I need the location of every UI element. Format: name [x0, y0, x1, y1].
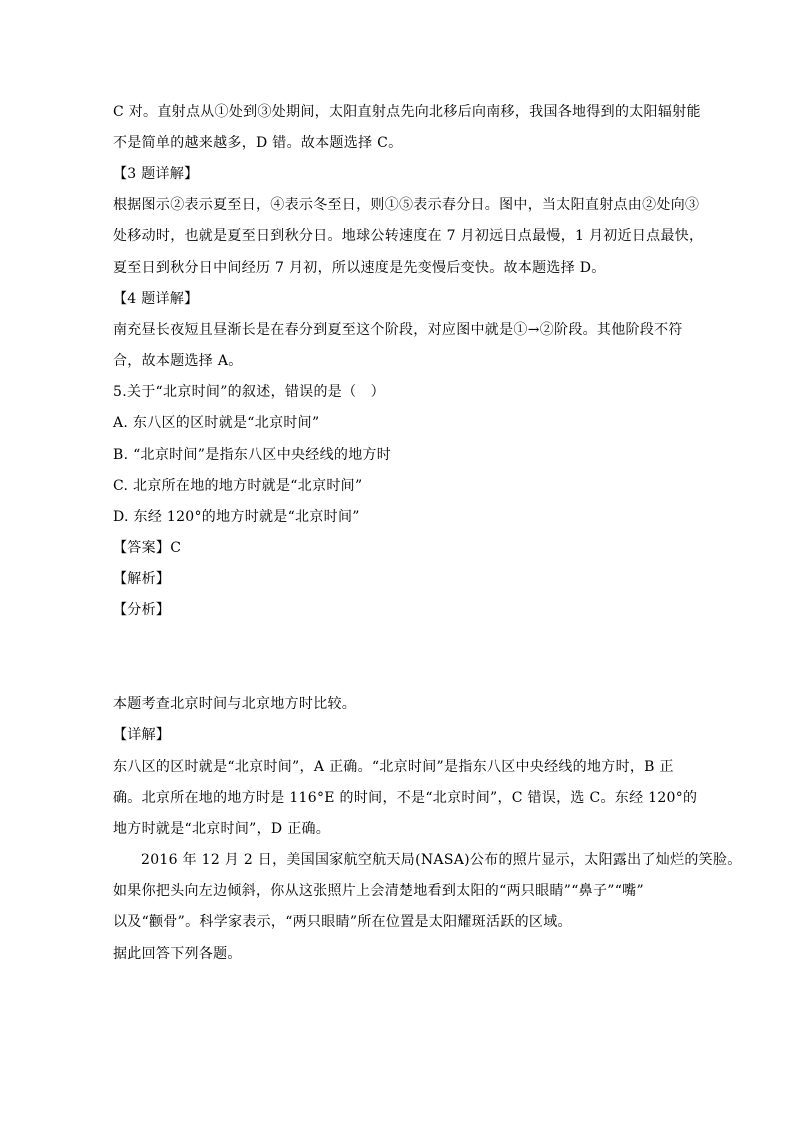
text-line-d-wrong: 不是简单的越来越多，D 错。故本题选择 C。 — [113, 135, 403, 151]
heading-q4-detail: 【4 题详解】 — [113, 291, 199, 307]
text-line-topic: 本题考查北京时间与北京地方时比较。 — [113, 696, 357, 712]
question-5-stem: 5.关于“北京时间”的叙述，错误的是（ ） — [113, 384, 385, 400]
analyze-label: 【分析】 — [113, 602, 171, 618]
text-line-c-correct: C 对。直射点从①处到③处期间，太阳直射点先向北移后向南移，我国各地得到的太阳辐射能 — [113, 104, 701, 120]
heading-q3-detail: 【3 题详解】 — [113, 166, 199, 182]
text-line-q3-3: 夏至日到秋分日中间经历 7 月初，所以速度是先变慢后变快。故本题选择 D。 — [113, 260, 606, 276]
analysis-label: 【解析】 — [113, 571, 171, 587]
option-b: B. “北京时间”是指东八区中央经线的地方时 — [113, 447, 392, 463]
passage-line-3: 以及“颧骨”。科学家表示，“两只眼睛”所在位置是太阳耀斑活跃的区域。 — [113, 914, 572, 930]
text-line-detail-3: 地方时就是“北京时间”，D 正确。 — [113, 821, 331, 837]
passage-line-2: 如果你把头向左边倾斜，你从这张照片上会清楚地看到太阳的“两只眼睛”“鼻子”“嘴” — [113, 883, 644, 899]
text-line-q4-2: 合，故本题选择 A。 — [113, 353, 243, 369]
text-line-q3-2: 处移动时，也就是夏至日到秋分日。地球公转速度在 7 月初远日点最慢，1 月初近日点最快， — [113, 228, 704, 244]
option-a: A. 东八区的区时就是“北京时间” — [113, 415, 320, 431]
option-d: D. 东经 120°的地方时就是“北京时间” — [113, 509, 360, 525]
option-c: C. 北京所在地的地方时就是“北京时间” — [113, 478, 363, 494]
text-line-detail-1: 东八区的区时就是“北京时间”，A 正确。“北京时间”是指东八区中央经线的地方时，B 正 — [113, 759, 674, 775]
text-line-detail-2: 确。北京所在地的地方时是 116°E 的时间，不是“北京时间”，C 错误，选 C。东经 120°的 — [113, 790, 698, 806]
text-line-q3-1: 根据图示②表示夏至日，④表示冬至日，则①⑤表示春分日。图中，当太阳直射点由②处向③ — [113, 197, 700, 213]
passage-instruction: 据此回答下列各题。 — [113, 946, 242, 962]
detail-label: 【详解】 — [113, 727, 171, 743]
passage-line-1: 2016 年 12 月 2 日，美国国家航空航天局(NASA)公布的照片显示，太阳露出了灿烂的笑脸。 — [141, 852, 742, 868]
answer-label: 【答案】C — [113, 540, 182, 556]
text-line-q4-1: 南充昼长夜短且昼渐长是在春分到夏至这个阶段，对应图中就是①→②阶段。其他阶段不符 — [113, 322, 683, 338]
